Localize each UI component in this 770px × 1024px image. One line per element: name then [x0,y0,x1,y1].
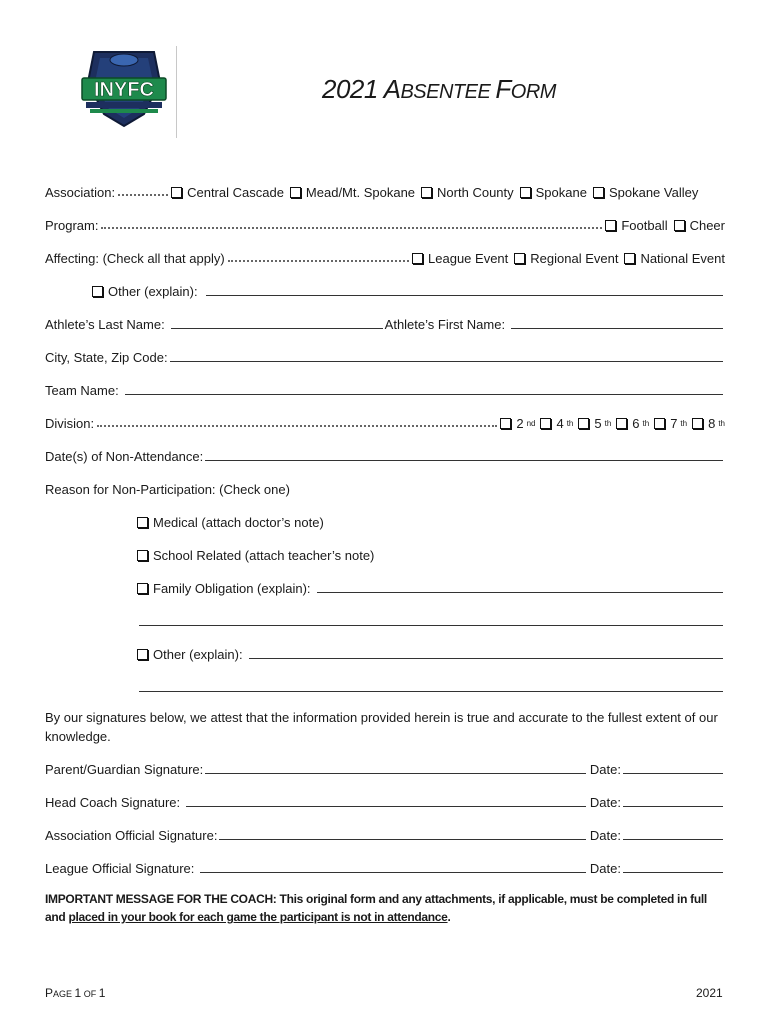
reason-medical-row: Medical (attach doctor’s note) [137,512,725,530]
checkbox-school-related[interactable] [137,550,148,561]
league-official-signature-field[interactable] [200,872,586,873]
checkbox-regional-event[interactable] [514,253,525,264]
reason-heading-row: Reason for Non-Participation: (Check one) [45,482,290,497]
affecting-row: Affecting: (Check all that apply) League Event Regional Event National Event [45,251,725,266]
parent-date-field[interactable] [623,773,723,774]
checkbox-reason-other[interactable] [137,649,148,660]
athlete-name-row: Athlete’s Last Name: Athlete’s First Name: [45,314,725,332]
reason-other-row: Other (explain): [137,644,725,662]
checkbox-division-2nd[interactable] [500,418,511,429]
checkbox-affecting-other[interactable] [92,286,103,297]
reason-family-row: Family Obligation (explain): [137,578,725,596]
league-official-date-field[interactable] [623,872,723,873]
reason-school-row: School Related (attach teacher’s note) [137,545,725,563]
checkbox-central-cascade[interactable] [171,187,182,198]
association-row: Association: Central Cascade Mead/Mt. Spokane North County Spokane Spokane Valley [45,185,699,200]
checkbox-mead-mt-spokane[interactable] [290,187,301,198]
leader-dots [97,425,497,427]
inyfc-logo [74,48,174,130]
program-row: Program: Football Cheer [45,218,725,233]
checkbox-family-obligation[interactable] [137,583,148,594]
family-explain-field-2[interactable] [139,625,723,626]
checkbox-national-event[interactable] [624,253,635,264]
league-official-signature-row: League Official Signature: Date: [45,858,725,876]
checkbox-spokane[interactable] [520,187,531,198]
other-explain-row-2 [137,677,725,695]
important-message: IMPORTANT MESSAGE FOR THE COACH: This original form and any attachments, if applicable, must be completed in full and placed in your book for each game the participant is not in attendance. [45,892,707,924]
checkbox-division-6th[interactable] [616,418,627,429]
logo-divider [176,46,177,138]
other-explain-field-2[interactable] [139,691,723,692]
affecting-label: Affecting: (Check all that apply) [45,251,225,266]
checkbox-division-5th[interactable] [578,418,589,429]
athlete-last-name-field[interactable] [171,328,383,329]
parent-signature-row: Parent/Guardian Signature: Date: [45,759,725,777]
checkbox-north-county[interactable] [421,187,432,198]
checkbox-division-7th[interactable] [654,418,665,429]
attestation-text: By our signatures below, we attest that the information provided herein is true and accurate to the fullest extent of our knowledge. [45,710,718,744]
association-label: Association: [45,185,116,200]
parent-signature-field[interactable] [205,773,586,774]
city-row: City, State, Zip Code: [45,347,725,365]
city-state-zip-field[interactable] [170,361,723,362]
head-coach-signature-field[interactable] [186,806,586,807]
checkbox-league-event[interactable] [412,253,423,264]
svg-text:INYFC: INYFC [94,79,154,101]
affecting-other-field[interactable] [206,295,723,296]
team-row: Team Name: [45,380,725,398]
family-explain-field[interactable] [317,592,723,593]
program-label: Program: [45,218,99,233]
team-name-field[interactable] [125,394,723,395]
athlete-first-name-field[interactable] [511,328,723,329]
form-title: 2021 ABSENTEE FORM [322,74,556,104]
checkbox-medical[interactable] [137,517,148,528]
association-official-signature-field[interactable] [219,839,585,840]
dates-row: Date(s) of Non-Attendance: [45,446,725,464]
dates-non-attendance-field[interactable] [205,460,723,461]
checkbox-division-4th[interactable] [540,418,551,429]
page-number: PAGE 1 OF 1 [45,986,106,1000]
division-row: Division: 2 nd 4 th 5 th 6 th 7 th 8 th [45,416,725,431]
checkbox-cheer[interactable] [674,220,685,231]
association-official-signature-row: Association Official Signature: Date: [45,825,725,843]
head-coach-date-field[interactable] [623,806,723,807]
other-explain-field[interactable] [249,658,723,659]
association-official-date-field[interactable] [623,839,723,840]
leader-dots [228,260,409,262]
checkbox-division-8th[interactable] [692,418,703,429]
leader-dots [101,227,602,229]
leader-dots [118,194,168,196]
affecting-other-row: Other (explain): [92,281,725,299]
checkbox-football[interactable] [605,220,616,231]
family-explain-row-2 [137,611,725,629]
checkbox-spokane-valley[interactable] [593,187,604,198]
footer-year: 2021 [696,986,723,1000]
head-coach-signature-row: Head Coach Signature: Date: [45,792,725,810]
